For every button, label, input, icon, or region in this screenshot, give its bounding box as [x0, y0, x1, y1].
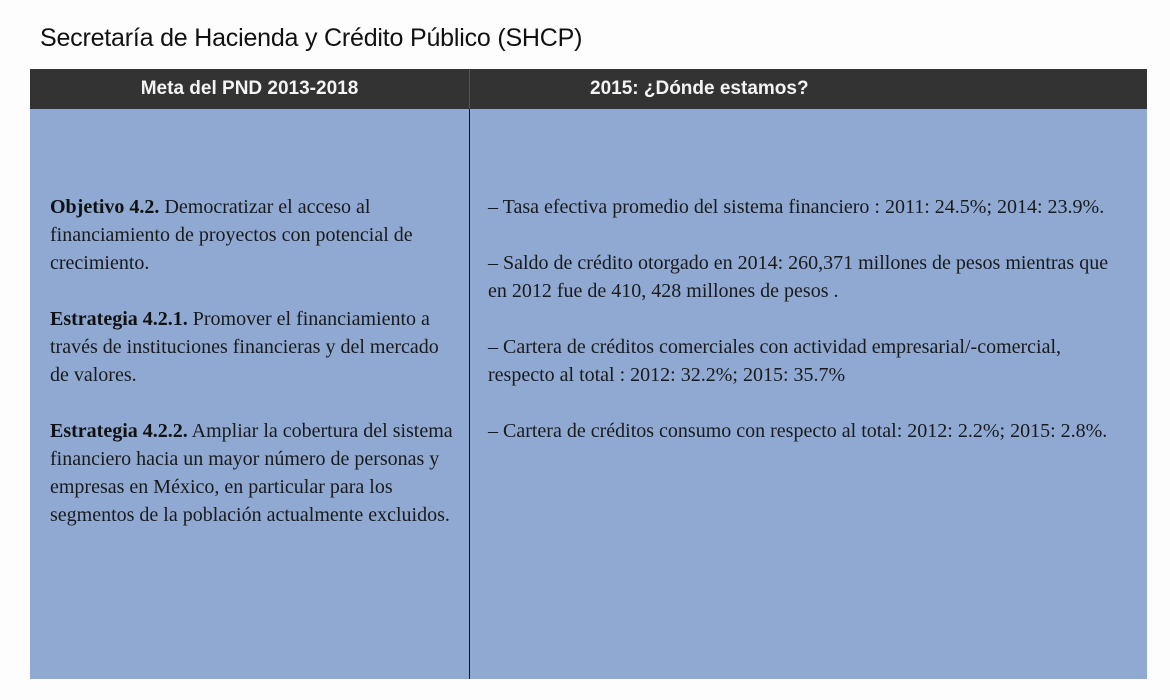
header-meta-pnd: Meta del PND 2013-2018	[140, 78, 359, 99]
indicator-cartera-consumo: – Cartera de créditos consumo con respecto al total: 2012: 2.2%; 2015: 2.8%.	[488, 420, 1108, 442]
header-donde-estamos: 2015: ¿Dónde estamos?	[590, 78, 809, 99]
column-divider	[469, 109, 470, 679]
table-body	[30, 109, 1147, 679]
strategy-label: Estrategia 4.2.1.	[50, 308, 188, 330]
page-title: Secretaría de Hacienda y Crédito Público (SHCP)	[40, 24, 583, 52]
strategy-label: Estrategia 4.2.2.	[50, 420, 188, 442]
strategy-4-2-1	[50, 305, 462, 389]
objective-text: Democratizar el acceso al financiamiento de proyectos con potencial de crecimiento.	[50, 196, 413, 274]
indicator-saldo-credito: – Saldo de crédito otorgado en 2014: 260,371 millones de pesos mientras que en 2012 fue de 410, 428 millones de pesos .	[488, 252, 1109, 302]
objective-4-2	[50, 193, 462, 277]
strategy-text: Promover el financiamiento a través de instituciones financieras y del mercado de valores.	[50, 308, 439, 386]
status-cell	[488, 193, 1128, 473]
table-header	[30, 69, 1147, 109]
goals-cell	[50, 193, 462, 557]
strategy-4-2-2	[50, 417, 462, 529]
indicator-tasa-efectiva: – Tasa efectiva promedio del sistema financiero : 2011: 24.5%; 2014: 23.9%.	[488, 196, 1105, 218]
strategy-text: Ampliar la cobertura del sistema financiero hacia un mayor número de personas y empresas en México, en particular para los segmentos de la población actualmente excluidos.	[50, 420, 453, 526]
objective-label: Objetivo 4.2.	[50, 196, 160, 218]
goals-table	[30, 69, 1147, 679]
indicator-cartera-comercial: – Cartera de créditos comerciales con actividad empresarial/-comercial, respecto al total : 2012: 32.2%; 2015: 35.7%	[488, 336, 1062, 386]
